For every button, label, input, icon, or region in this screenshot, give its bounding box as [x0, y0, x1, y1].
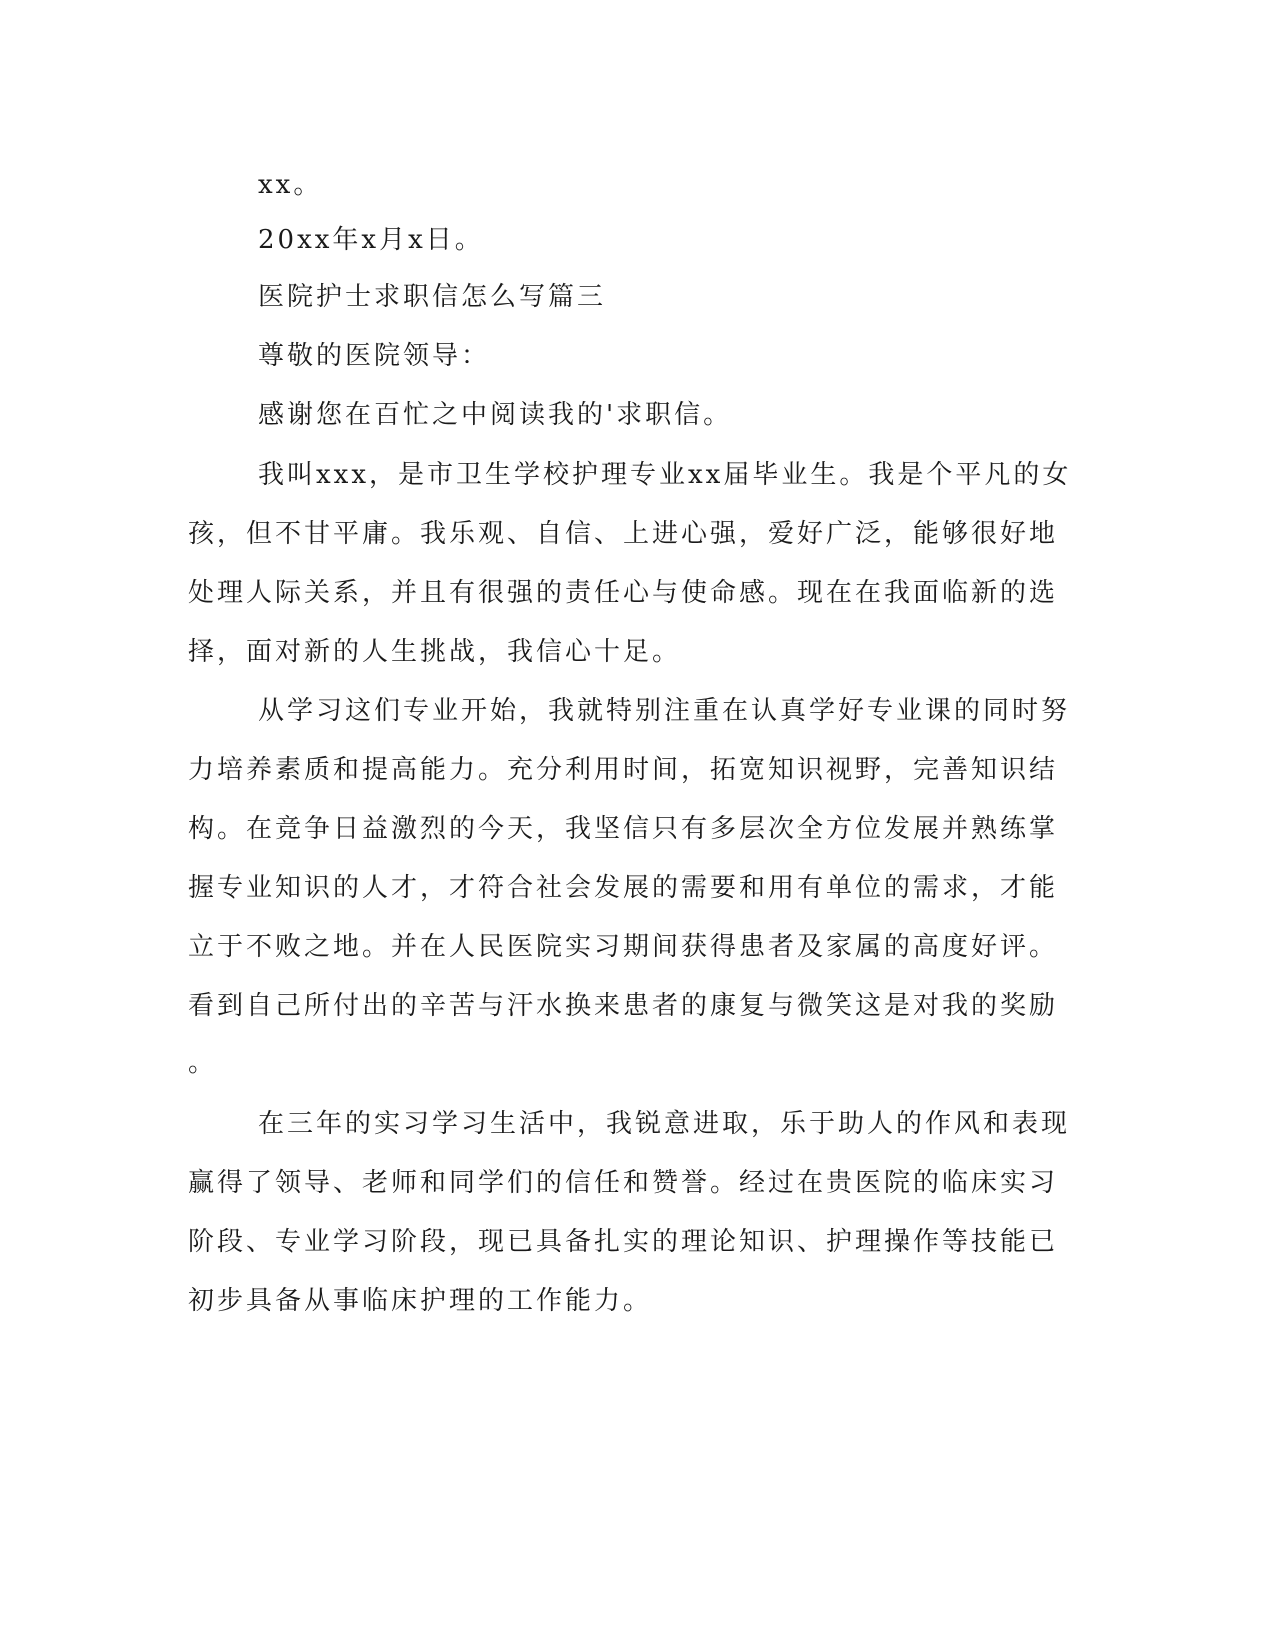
paragraph-line: 立于不败之地。并在人民医院实习期间获得患者及家属的高度好评。: [188, 932, 1059, 962]
section-title: 医院护士求职信怎么写篇三: [258, 282, 607, 312]
paragraph-line: 握专业知识的人才，才符合社会发展的需要和用有单位的需求，才能: [188, 873, 1059, 903]
paragraph-line: 阶段、专业学习阶段，现已具备扎实的理论知识、护理操作等技能已: [188, 1227, 1059, 1257]
paragraph-line: 看到自己所付出的辛苦与汗水换来患者的康复与微笑这是对我的奖励: [188, 991, 1059, 1021]
paragraph-line: 力培养素质和提高能力。充分利用时间，拓宽知识视野，完善知识结: [188, 755, 1059, 785]
paragraph-line: 从学习这们专业开始，我就特别注重在认真学好专业课的同时努: [258, 696, 1071, 726]
paragraph-line: 构。在竞争日益激烈的今天，我坚信只有多层次全方位发展并熟练掌: [188, 814, 1059, 844]
paragraph-line: 在三年的实习学习生活中，我锐意进取，乐于助人的作风和表现: [258, 1109, 1071, 1139]
paragraph-line: 初步具备从事临床护理的工作能力。: [188, 1286, 653, 1316]
paragraph-line: 赢得了领导、老师和同学们的信任和赞誉。经过在贵医院的临床实习: [188, 1168, 1059, 1198]
date-line: 20xx年x月x日。: [258, 225, 484, 255]
signature-line: xx。: [258, 170, 323, 200]
paragraph-line: 孩，但不甘平庸。我乐观、自信、上进心强，爱好广泛，能够很好地: [188, 519, 1059, 549]
opening-line: 感谢您在百忙之中阅读我的'求职信。: [258, 400, 733, 430]
paragraph-line: 处理人际关系，并且有很强的责任心与使命感。现在在我面临新的选: [188, 578, 1059, 608]
salutation: 尊敬的医院领导：: [258, 341, 491, 371]
paragraph-line: 。: [188, 1048, 218, 1078]
paragraph-line: 我叫xxx，是市卫生学校护理专业xx届毕业生。我是个平凡的女: [258, 460, 1072, 490]
paragraph-line: 择，面对新的人生挑战，我信心十足。: [188, 637, 682, 667]
